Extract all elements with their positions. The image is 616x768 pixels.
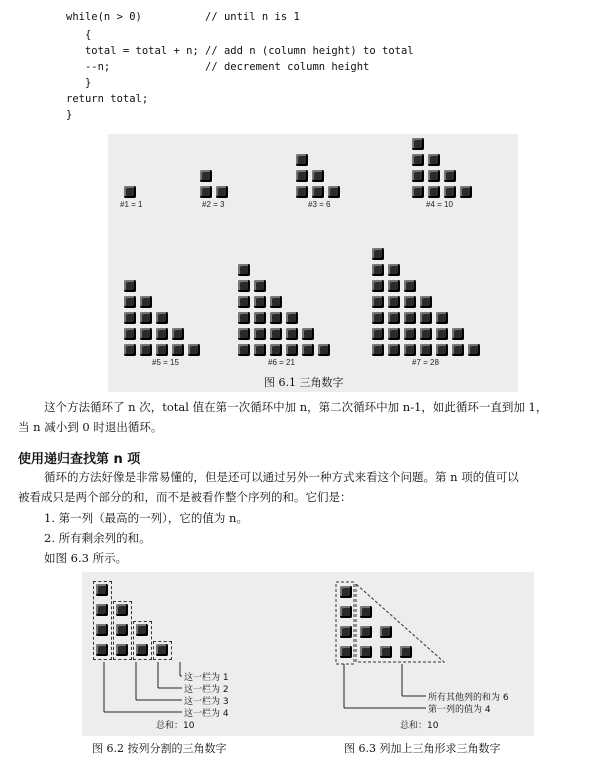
fig62-note-4: 这一栏为 4 [184, 709, 229, 719]
fig61-block [328, 186, 340, 198]
fig61-block [312, 186, 324, 198]
fig61-block [388, 264, 400, 276]
fig61-block [238, 328, 250, 340]
fig63-note-2: 第一列的值为 4 [428, 705, 491, 715]
list-item-1: 1. 第一列（最高的一列），它的值为 n。 [44, 511, 248, 525]
code-line-3-left: total = total + n; [66, 45, 199, 57]
fig61-block [172, 328, 184, 340]
fig61-block [140, 344, 152, 356]
fig61-block [124, 296, 136, 308]
fig61-block [388, 328, 400, 340]
fig61-block [428, 154, 440, 166]
fig61-block [270, 312, 282, 324]
para1-line2: 当 n 减小到 0 时退出循环。 [18, 420, 163, 434]
figure-6-3-caption: 图 6.3 列加上三角形求三角数字 [344, 742, 501, 755]
fig61-block [296, 186, 308, 198]
list-item-2: 2. 所有剩余列的和。 [44, 531, 151, 545]
fig62-block [96, 604, 108, 616]
fig61-block [404, 312, 416, 324]
fig61-block [270, 328, 282, 340]
fig61-label-2: #2 = 3 [202, 200, 225, 209]
fig63-total: 总和：10 [400, 721, 439, 731]
fig61-block [270, 296, 282, 308]
fig63-block [340, 626, 352, 638]
fig61-block [254, 328, 266, 340]
fig61-block [420, 296, 432, 308]
fig62-arrows [104, 662, 182, 712]
fig63-block [380, 646, 392, 658]
para1-line1: 这个方法循环了 n 次，total 值在第一次循环中加 n，第二次循环中加 n-1，如此循环一直到加 1， [44, 400, 548, 414]
fig62-block [96, 584, 108, 596]
fig61-block [420, 328, 432, 340]
fig62-block [96, 644, 108, 656]
para2-line1: 循环的方法好像是非常易懂的，但是还可以通过另外一种方式来看这个问题。第 n 项的值可以 [44, 470, 519, 484]
code-line-2-left: { [66, 29, 92, 41]
fig61-block [156, 328, 168, 340]
fig62-note-2: 这一栏为 2 [184, 685, 229, 695]
code-line-6-left: return total; [66, 93, 149, 105]
fig61-block [200, 186, 212, 198]
fig61-block [412, 154, 424, 166]
fig61-block [124, 344, 136, 356]
fig61-block [286, 312, 298, 324]
fig63-block [360, 626, 372, 638]
fig62-block [136, 624, 148, 636]
fig63-block [360, 646, 372, 658]
fig61-block [436, 328, 448, 340]
code-line-3-comment: // add n (column height) to total [205, 45, 414, 57]
fig61-block [372, 296, 384, 308]
fig61-block [140, 296, 152, 308]
code-line-4-comment: // decrement column height [205, 61, 370, 73]
fig61-block [254, 280, 266, 292]
fig61-label-6: #6 = 21 [268, 358, 295, 367]
fig61-block [254, 344, 266, 356]
fig61-block [254, 312, 266, 324]
fig61-block [388, 280, 400, 292]
fig61-label-4: #4 = 10 [426, 200, 453, 209]
fig61-label-5: #5 = 15 [152, 358, 179, 367]
fig63-block [340, 646, 352, 658]
fig61-block [372, 264, 384, 276]
fig63-arrows [344, 664, 426, 708]
fig61-block [404, 280, 416, 292]
fig62-block [116, 644, 128, 656]
fig62-block [116, 604, 128, 616]
fig61-block [238, 312, 250, 324]
fig61-label-3: #3 = 6 [308, 200, 331, 209]
fig61-block [412, 186, 424, 198]
fig61-block [156, 344, 168, 356]
fig61-block [412, 138, 424, 150]
fig61-block [238, 280, 250, 292]
code-line-5-left: } [66, 77, 92, 89]
fig61-block [372, 248, 384, 260]
fig61-block [404, 344, 416, 356]
fig61-block [172, 344, 184, 356]
fig61-block [444, 186, 456, 198]
fig61-block [404, 328, 416, 340]
fig61-block [140, 312, 152, 324]
fig61-block [372, 328, 384, 340]
fig61-block [372, 312, 384, 324]
fig61-block [312, 170, 324, 182]
fig61-block [388, 312, 400, 324]
fig61-block [452, 344, 464, 356]
fig61-block [124, 328, 136, 340]
fig61-block [388, 344, 400, 356]
fig63-block [400, 646, 412, 658]
fig61-label-7: #7 = 28 [412, 358, 439, 367]
fig61-block [428, 186, 440, 198]
fig61-block [372, 344, 384, 356]
fig61-block [452, 328, 464, 340]
section-heading: 使用递归查找第 n 项 [18, 452, 141, 467]
fig61-block [286, 328, 298, 340]
para2-line2: 被看成只是两个部分的和，而不是被看作整个序列的和。它们是： [18, 490, 352, 504]
fig61-block [372, 280, 384, 292]
fig61-block [436, 344, 448, 356]
fig61-block [238, 344, 250, 356]
fig61-block [296, 170, 308, 182]
fig62-note-1: 这一栏为 1 [184, 673, 229, 683]
code-line-7-left: } [66, 109, 73, 121]
fig63-note-1: 所有其他列的和为 6 [428, 693, 509, 703]
fig61-block [156, 312, 168, 324]
fig61-block [254, 296, 266, 308]
fig61-block [302, 344, 314, 356]
figure-6-2-6-3-panel [82, 572, 534, 736]
fig61-block [444, 170, 456, 182]
fig61-block [238, 264, 250, 276]
fig61-block [124, 312, 136, 324]
fig63-block [340, 586, 352, 598]
figure-6-2-caption: 图 6.2 按列分割的三角数字 [92, 742, 227, 755]
fig61-block [140, 328, 152, 340]
fig61-block [468, 344, 480, 356]
fig62-note-3: 这一栏为 3 [184, 697, 229, 707]
fig61-block [388, 296, 400, 308]
fig63-block [360, 606, 372, 618]
fig61-block [286, 344, 298, 356]
figure-6-1 [108, 134, 518, 392]
figure-6-1-caption: 图 6.1 三角数字 [264, 376, 344, 389]
fig61-block [404, 296, 416, 308]
fig61-block [428, 170, 440, 182]
fig61-block [124, 186, 136, 198]
fig61-block [302, 328, 314, 340]
code-line-1-comment: // until n is 1 [205, 11, 300, 23]
fig61-block [412, 170, 424, 182]
fig61-block [460, 186, 472, 198]
fig61-block [420, 312, 432, 324]
para2-line3: 如图 6.3 所示。 [44, 551, 128, 565]
fig61-block [436, 312, 448, 324]
fig61-block [318, 344, 330, 356]
code-line-4-left: --n; [66, 61, 111, 73]
fig61-block [200, 170, 212, 182]
fig63-block [380, 626, 392, 638]
fig62-block [116, 624, 128, 636]
fig63-block [340, 606, 352, 618]
fig61-block [124, 280, 136, 292]
fig61-block [270, 344, 282, 356]
fig61-block [188, 344, 200, 356]
fig61-block [420, 344, 432, 356]
fig61-label-1: #1 = 1 [120, 200, 143, 209]
fig61-block [238, 296, 250, 308]
fig62-block [156, 644, 168, 656]
fig61-block [296, 154, 308, 166]
fig62-block [96, 624, 108, 636]
fig61-block [216, 186, 228, 198]
fig62-total: 总和：10 [156, 721, 195, 731]
code-line-1-left: while(n > 0) [66, 11, 142, 23]
fig62-block [136, 644, 148, 656]
